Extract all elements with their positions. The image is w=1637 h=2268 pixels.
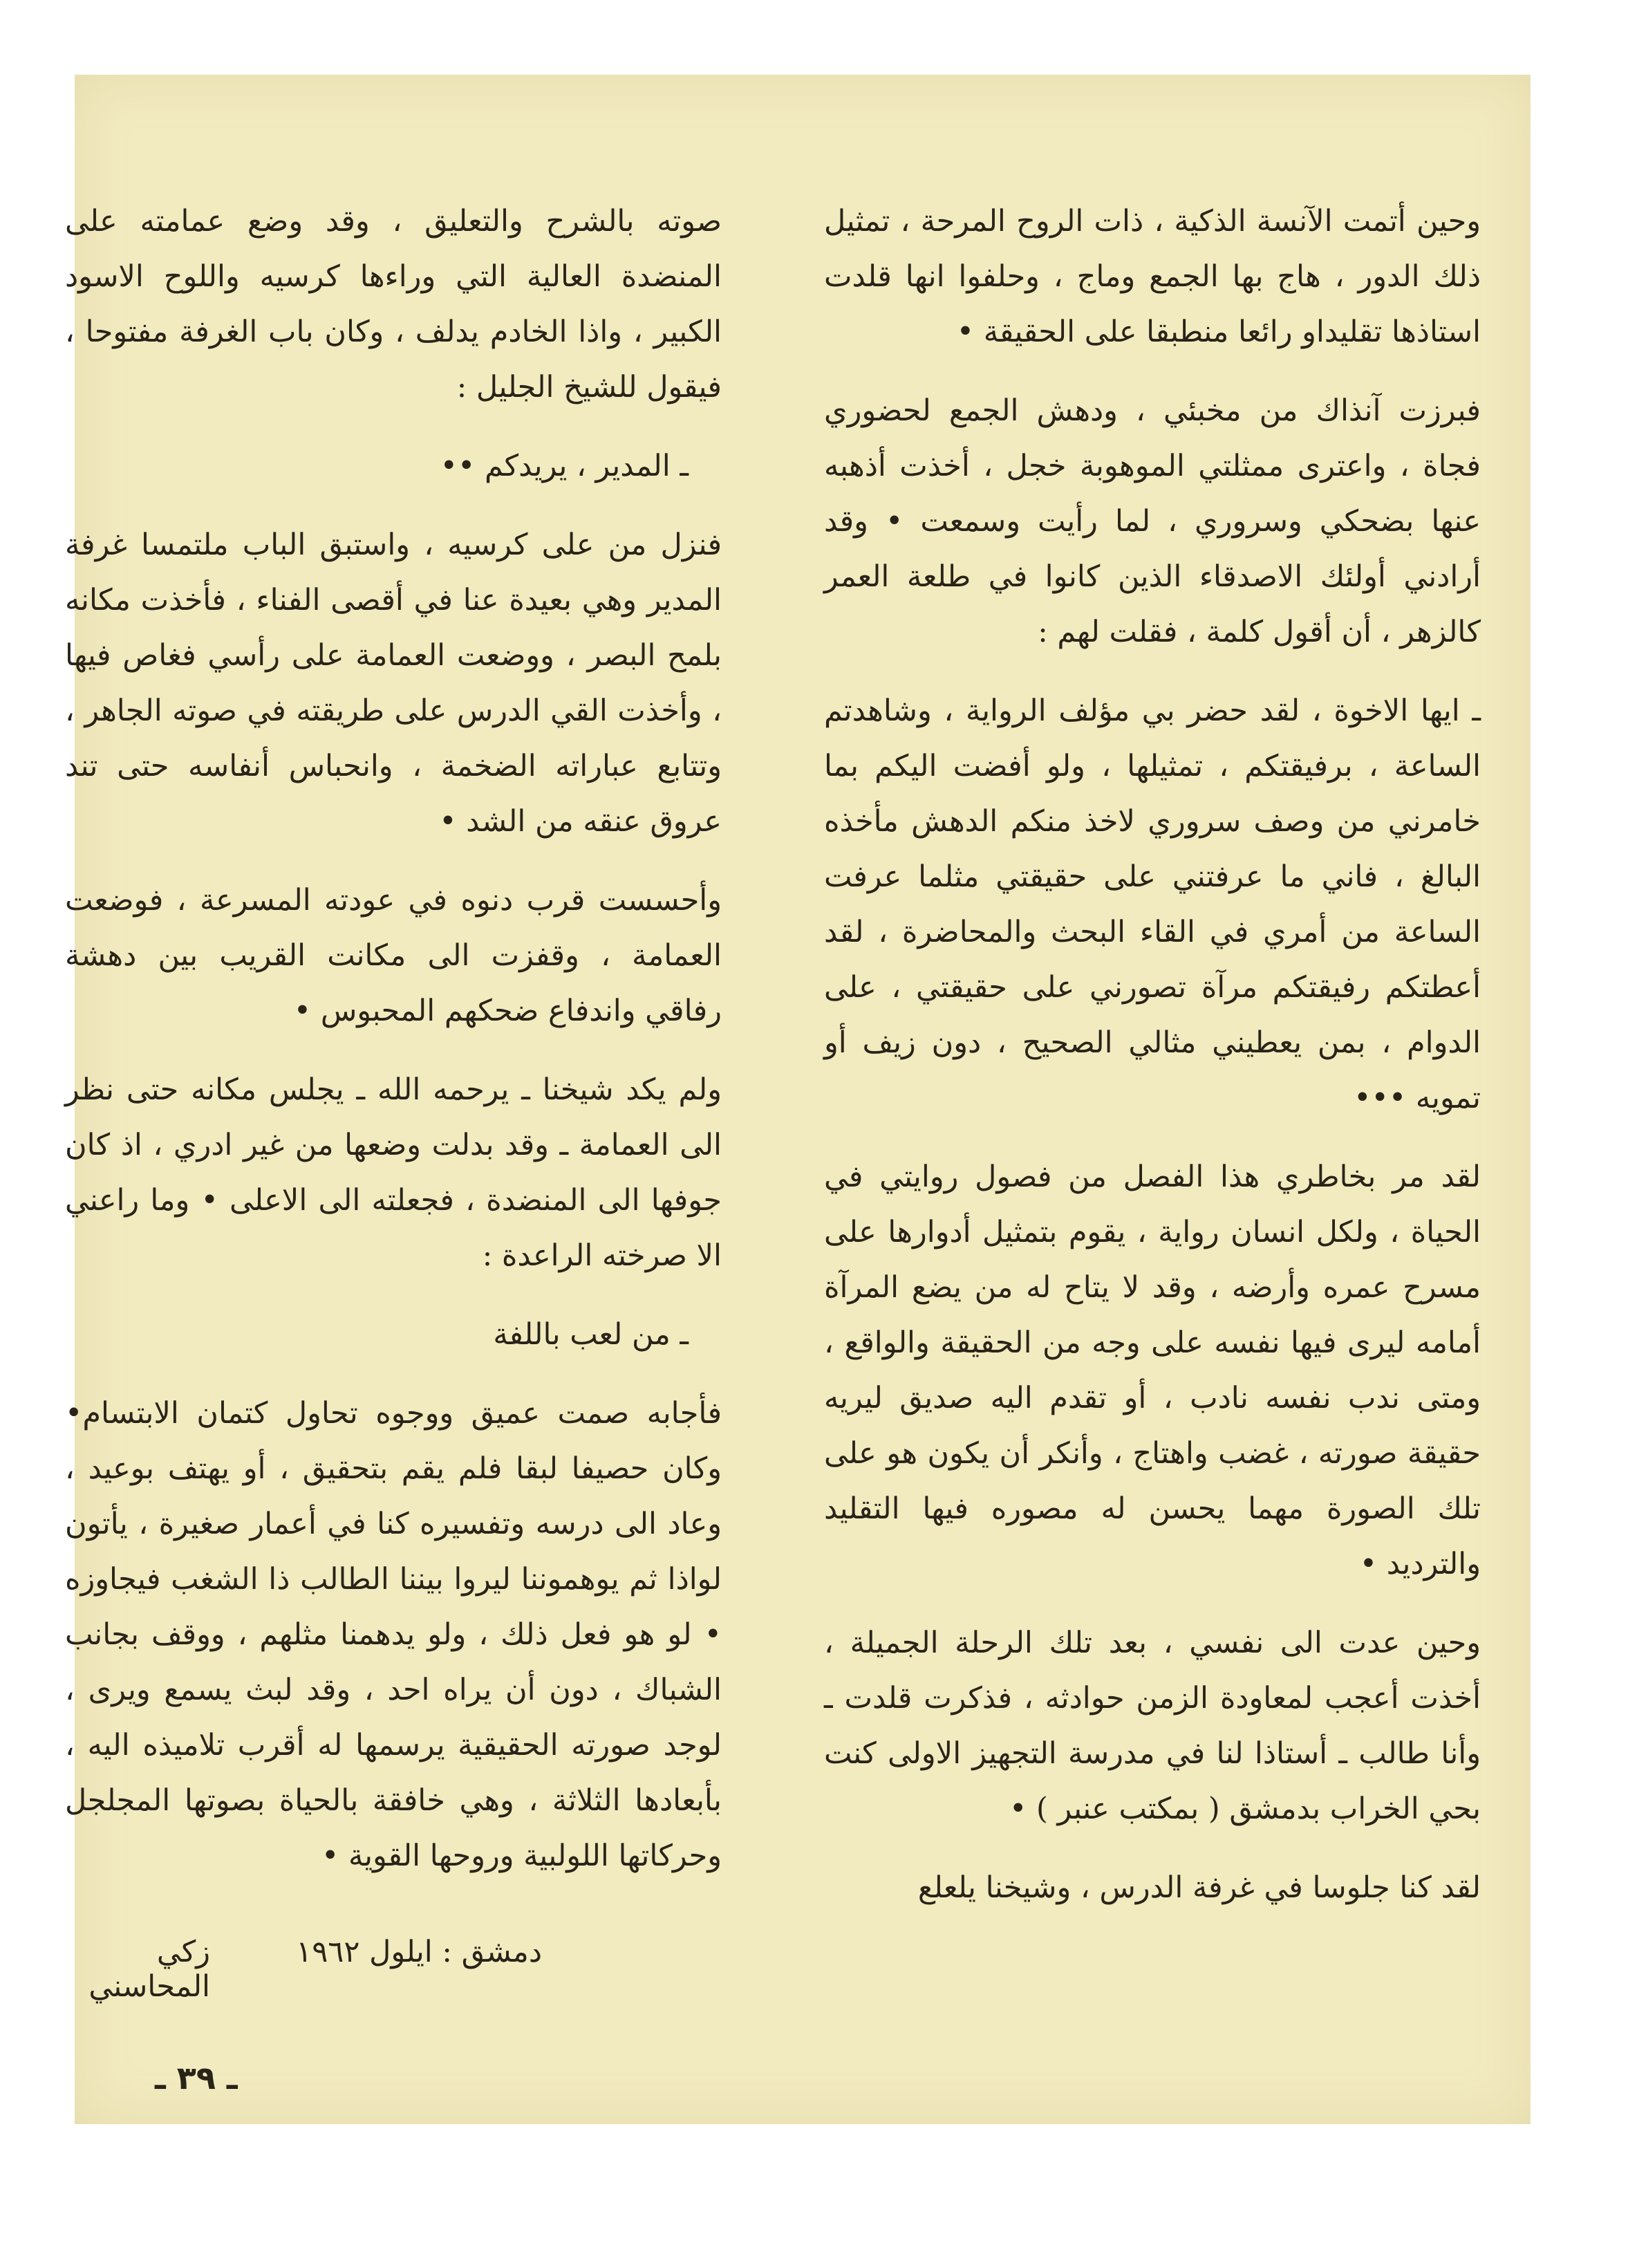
paragraph: صوته بالشرح والتعليق ، وقد وضع عمامته على المنضدة العالية التي وراءها كرسيه واللوح الاسود الكبير ، واذا الخادم يدلف ، وكان باب الغرفة مفتوحا ، فيقول للشيخ الجليل : [65,204,722,405]
signature-line [65,1935,722,2004]
paragraph: ـ ايها الاخوة ، لقد حضر بي مؤلف الرواية ، وشاهدتم الساعة ، برفيقتكم ، تمثيلها ، ولو أفضت اليكم بما خامرني من وصف سروري لاخذ منكم الدهش مأخذه البالغ ، فاني ما عرفتني على حقيقتي مثلما عرفت الساعة من أمري في القاء البحث والمحاضرة ، لقد أعطتكم رفيقتكم مرآة تصورني على حقيقتي ، على الدوام ، بمن يعطيني مثالي الصحيح ، دون زيف أو تمويه ••• [824,694,1481,1115]
paragraph: لقد مر بخاطري هذا الفصل من فصول روايتي في الحياة ، ولكل انسان رواية ، يقوم بتمثيل أدوارها على مسرح عمره وأرضه ، وقد لا يتاح له من يضع المرآة أمامه ليرى فيها نفسه على وجه من الحقيقة والواقع ، ومتى ندب نفسه نادب ، أو تقدم اليه صديق ليريه حقيقة صورته ، غضب واهتاج ، وأنكر أن يكون هو على تلك الصورة مهما يحسن له مصوره فيها التقليد والترديد • [824,1160,1481,1581]
page-number: ـ ٣٩ ـ [155,2059,238,2097]
paragraph: ولم يكد شيخنا ـ يرحمه الله ـ يجلس مكانه حتى نظر الى العمامة ـ وقد بدلت وضعها من غير ادري ، اذ كان جوفها الى المنضدة ، فجعلته الى الاعلى • وما راعني الا صرخته الراعدة : [65,1072,722,1273]
paragraph: فبرزت آنذاك من مخبئي ، ودهش الجمع لحضوري فجاة ، واعترى ممثلتي الموهوبة خجل ، أخذت أذهبه عنها بضحكي وسروري ، لما رأيت وسمعت • وقد أرادني أولئك الاصدقاء الذين كانوا في طلعة العمر كالزهر ، أن أقول كلمة ، فقلت لهم : [824,393,1481,649]
paragraph: وحين أتمت الآنسة الذكية ، ذات الروح المرحة ، تمثيل ذلك الدور ، هاج بها الجمع وماج ، وحلفوا انها قلدت استاذها تقليداو رائعا منطبقا على الحقيقة • [824,204,1481,349]
paragraph: وأحسست قرب دنوه في عودته المسرعة ، فوضعت العمامة ، وقفزت الى مكانت القريب بين دهشة رفاقي واندفاع ضحكهم المحبوس • [65,883,722,1028]
left-column [65,194,722,1907]
dialogue-line: ـ المدير ، يريدكم •• [440,449,689,483]
magazine-page [65,75,1531,2124]
right-column [824,194,1481,1939]
paragraph: لقد كنا جلوسا في غرفة الدرس ، وشيخنا يلعلع [917,1870,1481,1905]
paragraph: فأجابه صمت عميق ووجوه تحاول كتمان الابتسام• وكان حصيفا لبقا فلم يقم بتحقيق ، أو يهتف بوعيد ، وعاد الى درسه وتفسيره كنا في أعمار صغيرة ، يأتون لواذا ثم يوهموننا ليروا بيننا الطالب ذا الشغب فيجاوزه • لو هو فعل ذلك ، ولو يدهمنا مثلهم ، ووقف بجانب الشباك ، دون أن يراه احد ، وقد لبث يسمع ويرى ، لوجد صورته الحقيقية يرسمها له أقرب تلاميذه اليه ، بأبعادها الثلاثة ، وهي خافقة بالحياة بصوتها المجلجل وحركاتها اللولبية وروحها القوية • [65,1396,722,1873]
place-date: دمشق : ايلول ١٩٦٢ [296,1935,542,1969]
author-name: زكي المحاسني [88,1935,210,2004]
dialogue-line: ـ من لعب باللفة [493,1317,689,1352]
paragraph: وحين عدت الى نفسي ، بعد تلك الرحلة الجميلة ، أخذت أعجب لمعاودة الزمن حوادثه ، فذكرت قلدت ـ وأنا طالب ـ أستاذا لنا في مدرسة التجهيز الاولى كنت بحي الخراب بدمشق ( بمكتب عنبر ) • [824,1626,1481,1826]
paragraph: فنزل من على كرسيه ، واستبق الباب ملتمسا غرفة المدير وهي بعيدة عنا في أقصى الفناء ، فأخذت مكانه بلمح البصر ، ووضعت العمامة على رأسي فغاص فيها ، وأخذت القي الدرس على طريقته في صوته الجاهر ، وتتابع عباراته الضخمة ، وانحباس أنفاسه حتى تند عروق عنقه من الشد • [65,528,722,839]
